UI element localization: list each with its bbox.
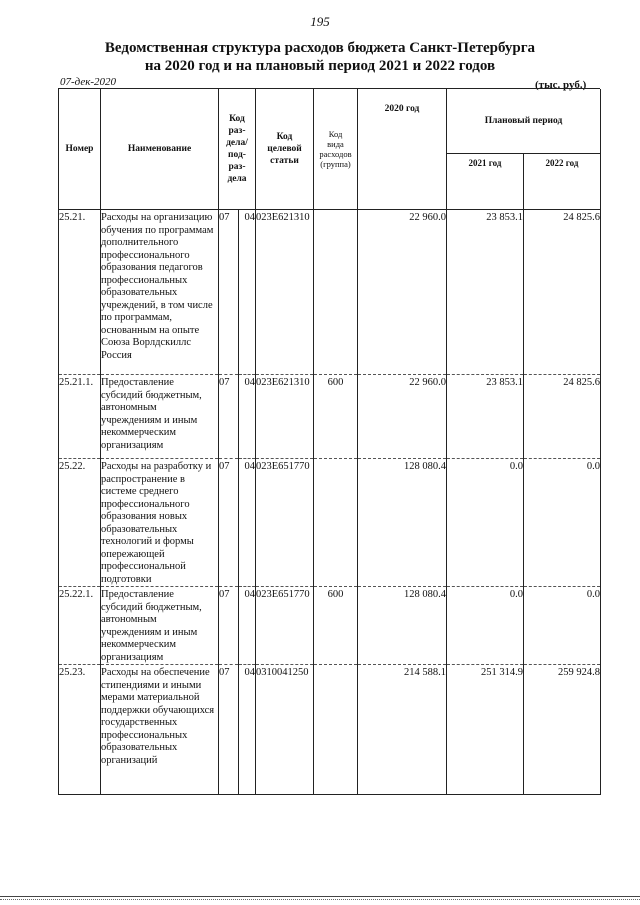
document-title-line-2: на 2020 год и на плановый период 2021 и 2022 годов xyxy=(144,58,496,74)
row-target-code: 023E621310 xyxy=(256,210,314,375)
table-row xyxy=(59,375,601,459)
row-name: Расходы на обеспечение стипендиями и иными мерами материальной поддержки обучающихся государственных профессиональных образовательных организаций xyxy=(101,665,219,795)
header-target-line: Код xyxy=(276,132,293,142)
row-value-2022: 0.0 xyxy=(524,459,601,587)
header-section-line: раз- xyxy=(228,126,246,136)
header-number: Номер xyxy=(59,89,101,209)
header-name: Наименование xyxy=(101,89,219,209)
row-value-2022: 0.0 xyxy=(524,587,601,665)
row-value-2022: 24 825.6 xyxy=(524,375,601,459)
row-subsection: 04 xyxy=(239,210,256,375)
header-kind-line: расходов xyxy=(319,149,352,159)
page-number: 195 xyxy=(310,14,330,29)
row-value-2022: 259 924.8 xyxy=(524,665,601,795)
header-target-code xyxy=(256,89,314,209)
row-value-2021: 23 853.1 xyxy=(447,375,524,459)
row-kind-code xyxy=(314,210,358,375)
row-target-code: 023E651770 xyxy=(256,587,314,665)
header-kind-code xyxy=(314,89,358,209)
row-value-2021: 251 314.9 xyxy=(447,665,524,795)
row-value-2021: 23 853.1 xyxy=(447,210,524,375)
row-name: Предоставление субсидий бюджетным, автономным учреждениям и иным некоммерческим организациям xyxy=(101,375,219,459)
table-body xyxy=(59,210,601,795)
row-section: 07 xyxy=(219,375,239,459)
row-section: 07 xyxy=(219,210,239,375)
header-section-line: раз- xyxy=(228,162,246,172)
row-kind-code: 600 xyxy=(314,375,358,459)
budget-table xyxy=(58,89,601,795)
header-section-code xyxy=(219,89,256,209)
row-name: Расходы на организацию обучения по программам дополнительного профессионального образования педагогов профессиональных образовательных учреждений, в том числе по программам, основанным на опыте Союза Ворлдскиллс Россия xyxy=(101,210,219,375)
footer-dotted-rule xyxy=(0,899,640,900)
row-subsection: 04 xyxy=(239,665,256,795)
row-number: 25.22. xyxy=(59,459,101,587)
row-value-2020: 128 080.4 xyxy=(358,587,447,665)
header-year-2022: 2022 год xyxy=(524,153,601,209)
table-row xyxy=(59,587,601,665)
document-date: 07-дек-2020 xyxy=(60,76,117,88)
row-number: 25.22.1. xyxy=(59,587,101,665)
header-kind-line: Код xyxy=(328,129,343,139)
row-value-2020: 128 080.4 xyxy=(358,459,447,587)
header-target-line: целевой xyxy=(267,144,302,154)
header-target-line: статьи xyxy=(270,156,299,166)
row-subsection: 04 xyxy=(239,375,256,459)
row-section: 07 xyxy=(219,665,239,795)
row-name: Расходы на разработку и распространение в системе среднего профессионального образования новых образовательных технологий и формы опережающей профессиональной подготовки xyxy=(101,459,219,587)
row-kind-code xyxy=(314,665,358,795)
row-subsection: 04 xyxy=(239,459,256,587)
header-section-line: под- xyxy=(228,150,246,160)
header-section-line: Код xyxy=(229,114,245,124)
row-value-2021: 0.0 xyxy=(447,459,524,587)
footer-rule xyxy=(0,896,640,897)
row-kind-code xyxy=(314,459,358,587)
row-target-code: 023E621310 xyxy=(256,375,314,459)
header-section-line: дела xyxy=(227,174,247,184)
table-row xyxy=(59,459,601,587)
table-row xyxy=(59,210,601,375)
row-number: 25.21. xyxy=(59,210,101,375)
row-value-2020: 214 588.1 xyxy=(358,665,447,795)
document-title-line-1: Ведомственная структура расходов бюджета Санкт-Петербурга xyxy=(104,40,536,56)
row-section: 07 xyxy=(219,587,239,665)
row-number: 25.23. xyxy=(59,665,101,795)
header-year-2020: 2020 год xyxy=(358,89,447,209)
header-kind-line: вида xyxy=(327,139,344,149)
header-year-2021: 2021 год xyxy=(447,153,524,209)
row-section: 07 xyxy=(219,459,239,587)
unit-label: (тыс. руб.) xyxy=(535,79,587,91)
header-section-line: дела/ xyxy=(226,138,248,148)
header-kind-line: (группа) xyxy=(320,159,351,169)
row-subsection: 04 xyxy=(239,587,256,665)
row-name: Предоставление субсидий бюджетным, автономным учреждениям и иным некоммерческим организациям xyxy=(101,587,219,665)
header-planned-period: Плановый период xyxy=(447,89,601,153)
row-value-2021: 0.0 xyxy=(447,587,524,665)
row-target-code: 0310041250 xyxy=(256,665,314,795)
row-value-2020: 22 960.0 xyxy=(358,375,447,459)
row-value-2022: 24 825.6 xyxy=(524,210,601,375)
row-kind-code: 600 xyxy=(314,587,358,665)
row-value-2020: 22 960.0 xyxy=(358,210,447,375)
row-target-code: 023E651770 xyxy=(256,459,314,587)
row-number: 25.21.1. xyxy=(59,375,101,459)
table-row xyxy=(59,665,601,795)
